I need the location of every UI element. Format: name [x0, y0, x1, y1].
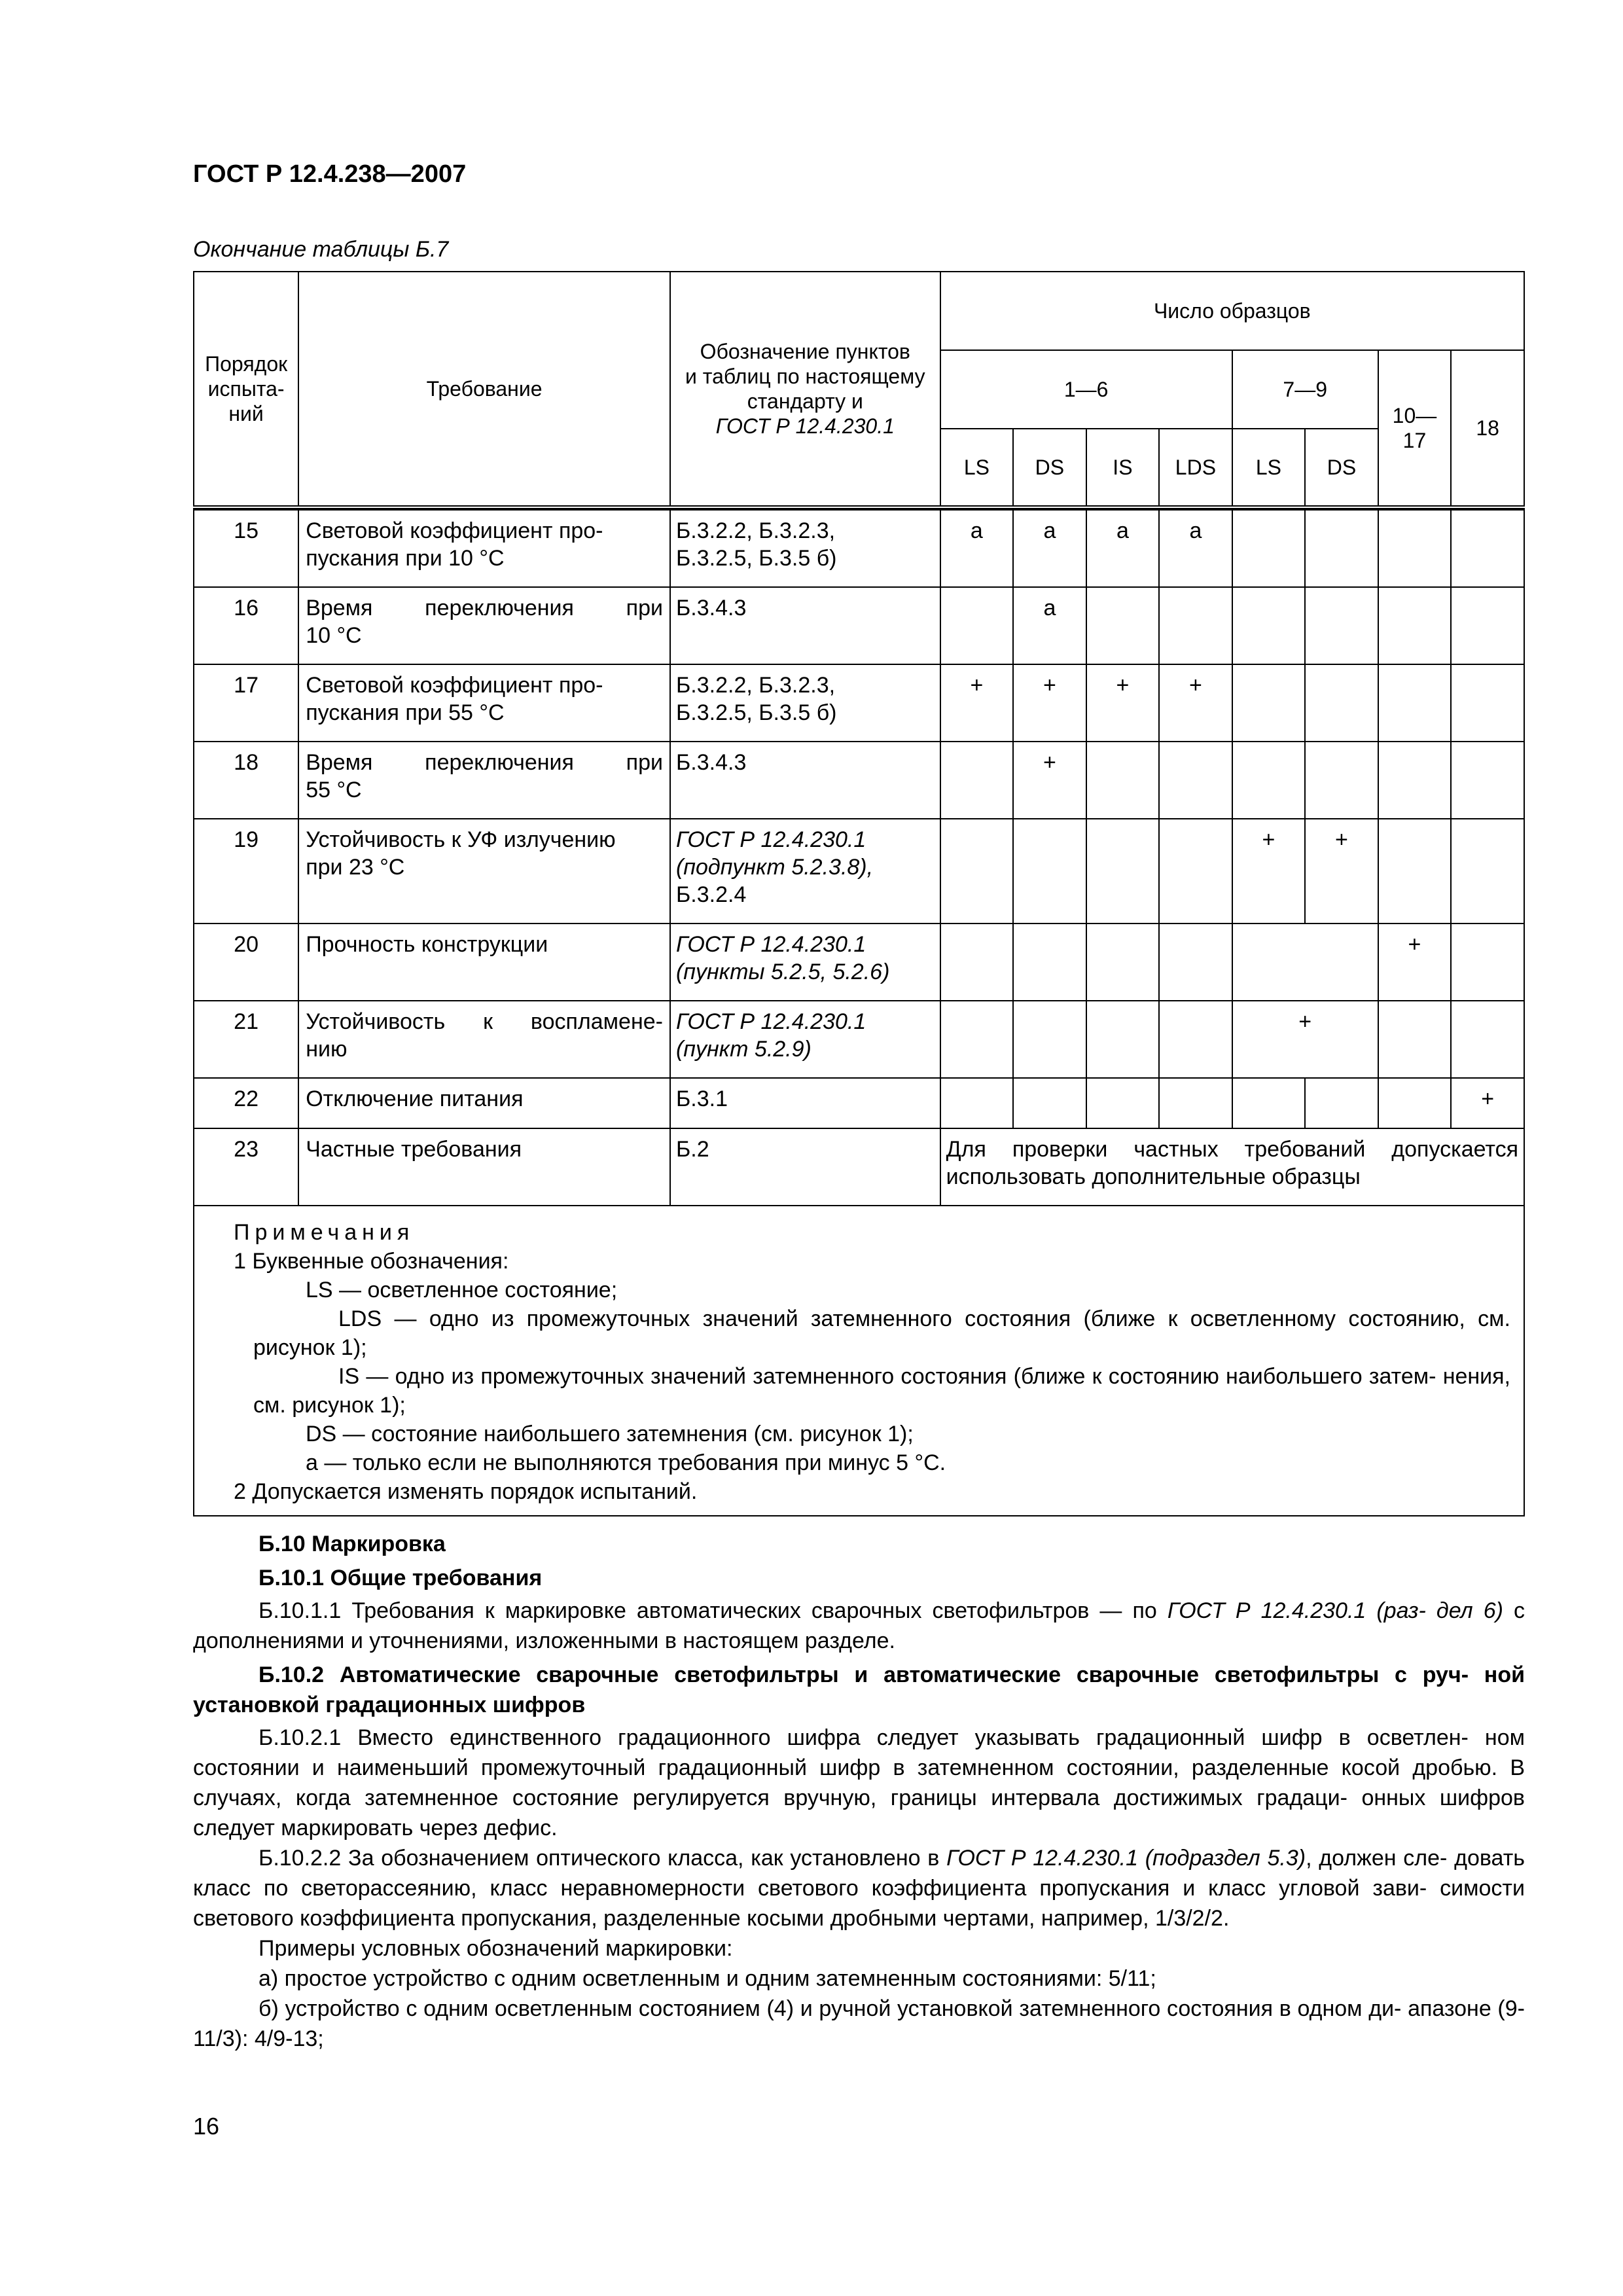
paragraph-b1011: Б.10.1.1 Требования к маркировке автоматических сварочных светофильтров — по ГОСТ Р 12.4.230.1 (раз- дел 6) с дополнениями и уточнениями, изложенными в настоящем разделе.: [193, 1598, 1525, 1653]
paragraph-b1022: Б.10.2.2 За обозначением оптического класса, как установлено в ГОСТ Р 12.4.230.1 (подраздел 5.3), должен сле- довать класс по светорассеянию, класс неравномерности светового коэффициента пропускания и класс угловой зави- симости светового коэффициента пропускания, разделенные косыми дробными чертами, например, 1/3/2/2.: [193, 1846, 1525, 1931]
table-row: 18 Время переключения при 55 °С Б.3.4.3 +: [194, 742, 1524, 819]
table-row: 19 Устойчивость к УФ излучению при 23 °С ГОСТ Р 12.4.230.1 (подпункт 5.2.3.8), Б.3.2.4 + +: [194, 819, 1524, 924]
header-order: Порядок испыта- ний: [194, 272, 298, 507]
header-sub-is: IS: [1086, 429, 1160, 507]
header-group-10-17: 10— 17: [1378, 350, 1452, 507]
table-row: 15 Световой коэффициент про- пускания при 10 °С Б.3.2.2, Б.3.2.3, Б.3.2.5, Б.3.5 б) а а а а: [194, 510, 1524, 587]
header-requirement: Требование: [298, 272, 670, 507]
header-references: Обозначение пунктов и таблиц по настоящему стандарту и ГОСТ Р 12.4.230.1: [670, 272, 940, 507]
paragraph-b1021: Б.10.2.1 Вместо единственного градационного шифра следует указывать градационный шифр в осветлен- ном состоянии и наименьший промежуточный градационный шифр в затемненном состоянии, разделенные косой дробью. В случаях, когда затемненное состояние регулируется вручную, границы интервала достижимых градаци- онных шифров следует маркировать через дефис.: [193, 1725, 1525, 1840]
example-b: б) устройство с одним осветленным состоянием (4) и ручной установкой затемненного состояния в одном ди- апазоне (9-11/3): 4/9-13;: [193, 1996, 1525, 2051]
header-sub-ls: LS: [1232, 429, 1306, 507]
table-row: 23 Частные требования Б.2 Для проверки частных требований допускается использовать дополнительные образцы: [194, 1128, 1524, 1206]
table-notes: Примечания 1 Буквенные обозначения: LS — осветленное состояние; LDS — одно из промежуточных значений затемненного состояния (ближе к осветленному состоянию, см. рисунок 1); IS — одно из промежуточных значений затемненного состояния (ближе к состоянию наибольшего затем- нения, см. рисунок 1); DS — состояние наибольшего затемнения (см. рисунок 1); а — только если не выполняются требования при минус 5 °С. 2 Допускается изменять порядок испытаний.: [194, 1206, 1524, 1516]
heading-b101: Б.10.1 Общие требования: [259, 1566, 543, 1590]
marking-section: [193, 1525, 1525, 2054]
table-row: 17 Световой коэффициент про- пускания при 55 °С Б.3.2.2, Б.3.2.3, Б.3.2.5, Б.3.5 б) + + + +: [194, 664, 1524, 742]
page-number: 16: [193, 2113, 220, 2140]
table-row: 22 Отключение питания Б.3.1 +: [194, 1078, 1524, 1128]
extra-samples-note: Для проверки частных требований допускается использовать дополнительные образцы: [940, 1128, 1524, 1206]
header-samples: Число образцов: [940, 272, 1524, 350]
header-group-1-6: 1—6: [940, 350, 1232, 429]
table-caption: Окончание таблицы Б.7: [193, 237, 449, 262]
header-group-7-9: 7—9: [1232, 350, 1378, 429]
paragraph-examples: Примеры условных обозначений маркировки:: [259, 1936, 733, 1961]
header-sub-ls: LS: [940, 429, 1014, 507]
table-row: 16 Время переключения при 10 °С Б.3.4.3 а: [194, 587, 1524, 664]
header-group-18: 18: [1451, 350, 1524, 507]
header-sub-ds: DS: [1013, 429, 1086, 507]
document-id: ГОСТ Р 12.4.238—2007: [193, 160, 467, 188]
heading-b102: Б.10.2 Автоматические сварочные светофильтры и автоматические сварочные светофильтры с руч- ной установкой градационных шифров: [193, 1662, 1525, 1717]
test-order-table: [193, 271, 1525, 1516]
table-row: 20 Прочность конструкции ГОСТ Р 12.4.230.1 (пункты 5.2.5, 5.2.6) +: [194, 924, 1524, 1001]
table-notes-row: [194, 1206, 1524, 1516]
example-a: а) простое устройство с одним осветленным и одним затемненным состояниями: 5/11;: [259, 1966, 1156, 1991]
table-row: 21 Устойчивость к воспламене- нию ГОСТ Р 12.4.230.1 (пункт 5.2.9) +: [194, 1001, 1524, 1078]
header-sub-lds: LDS: [1159, 429, 1232, 507]
header-sub-ds: DS: [1305, 429, 1378, 507]
heading-b10: Б.10 Маркировка: [259, 1532, 446, 1556]
